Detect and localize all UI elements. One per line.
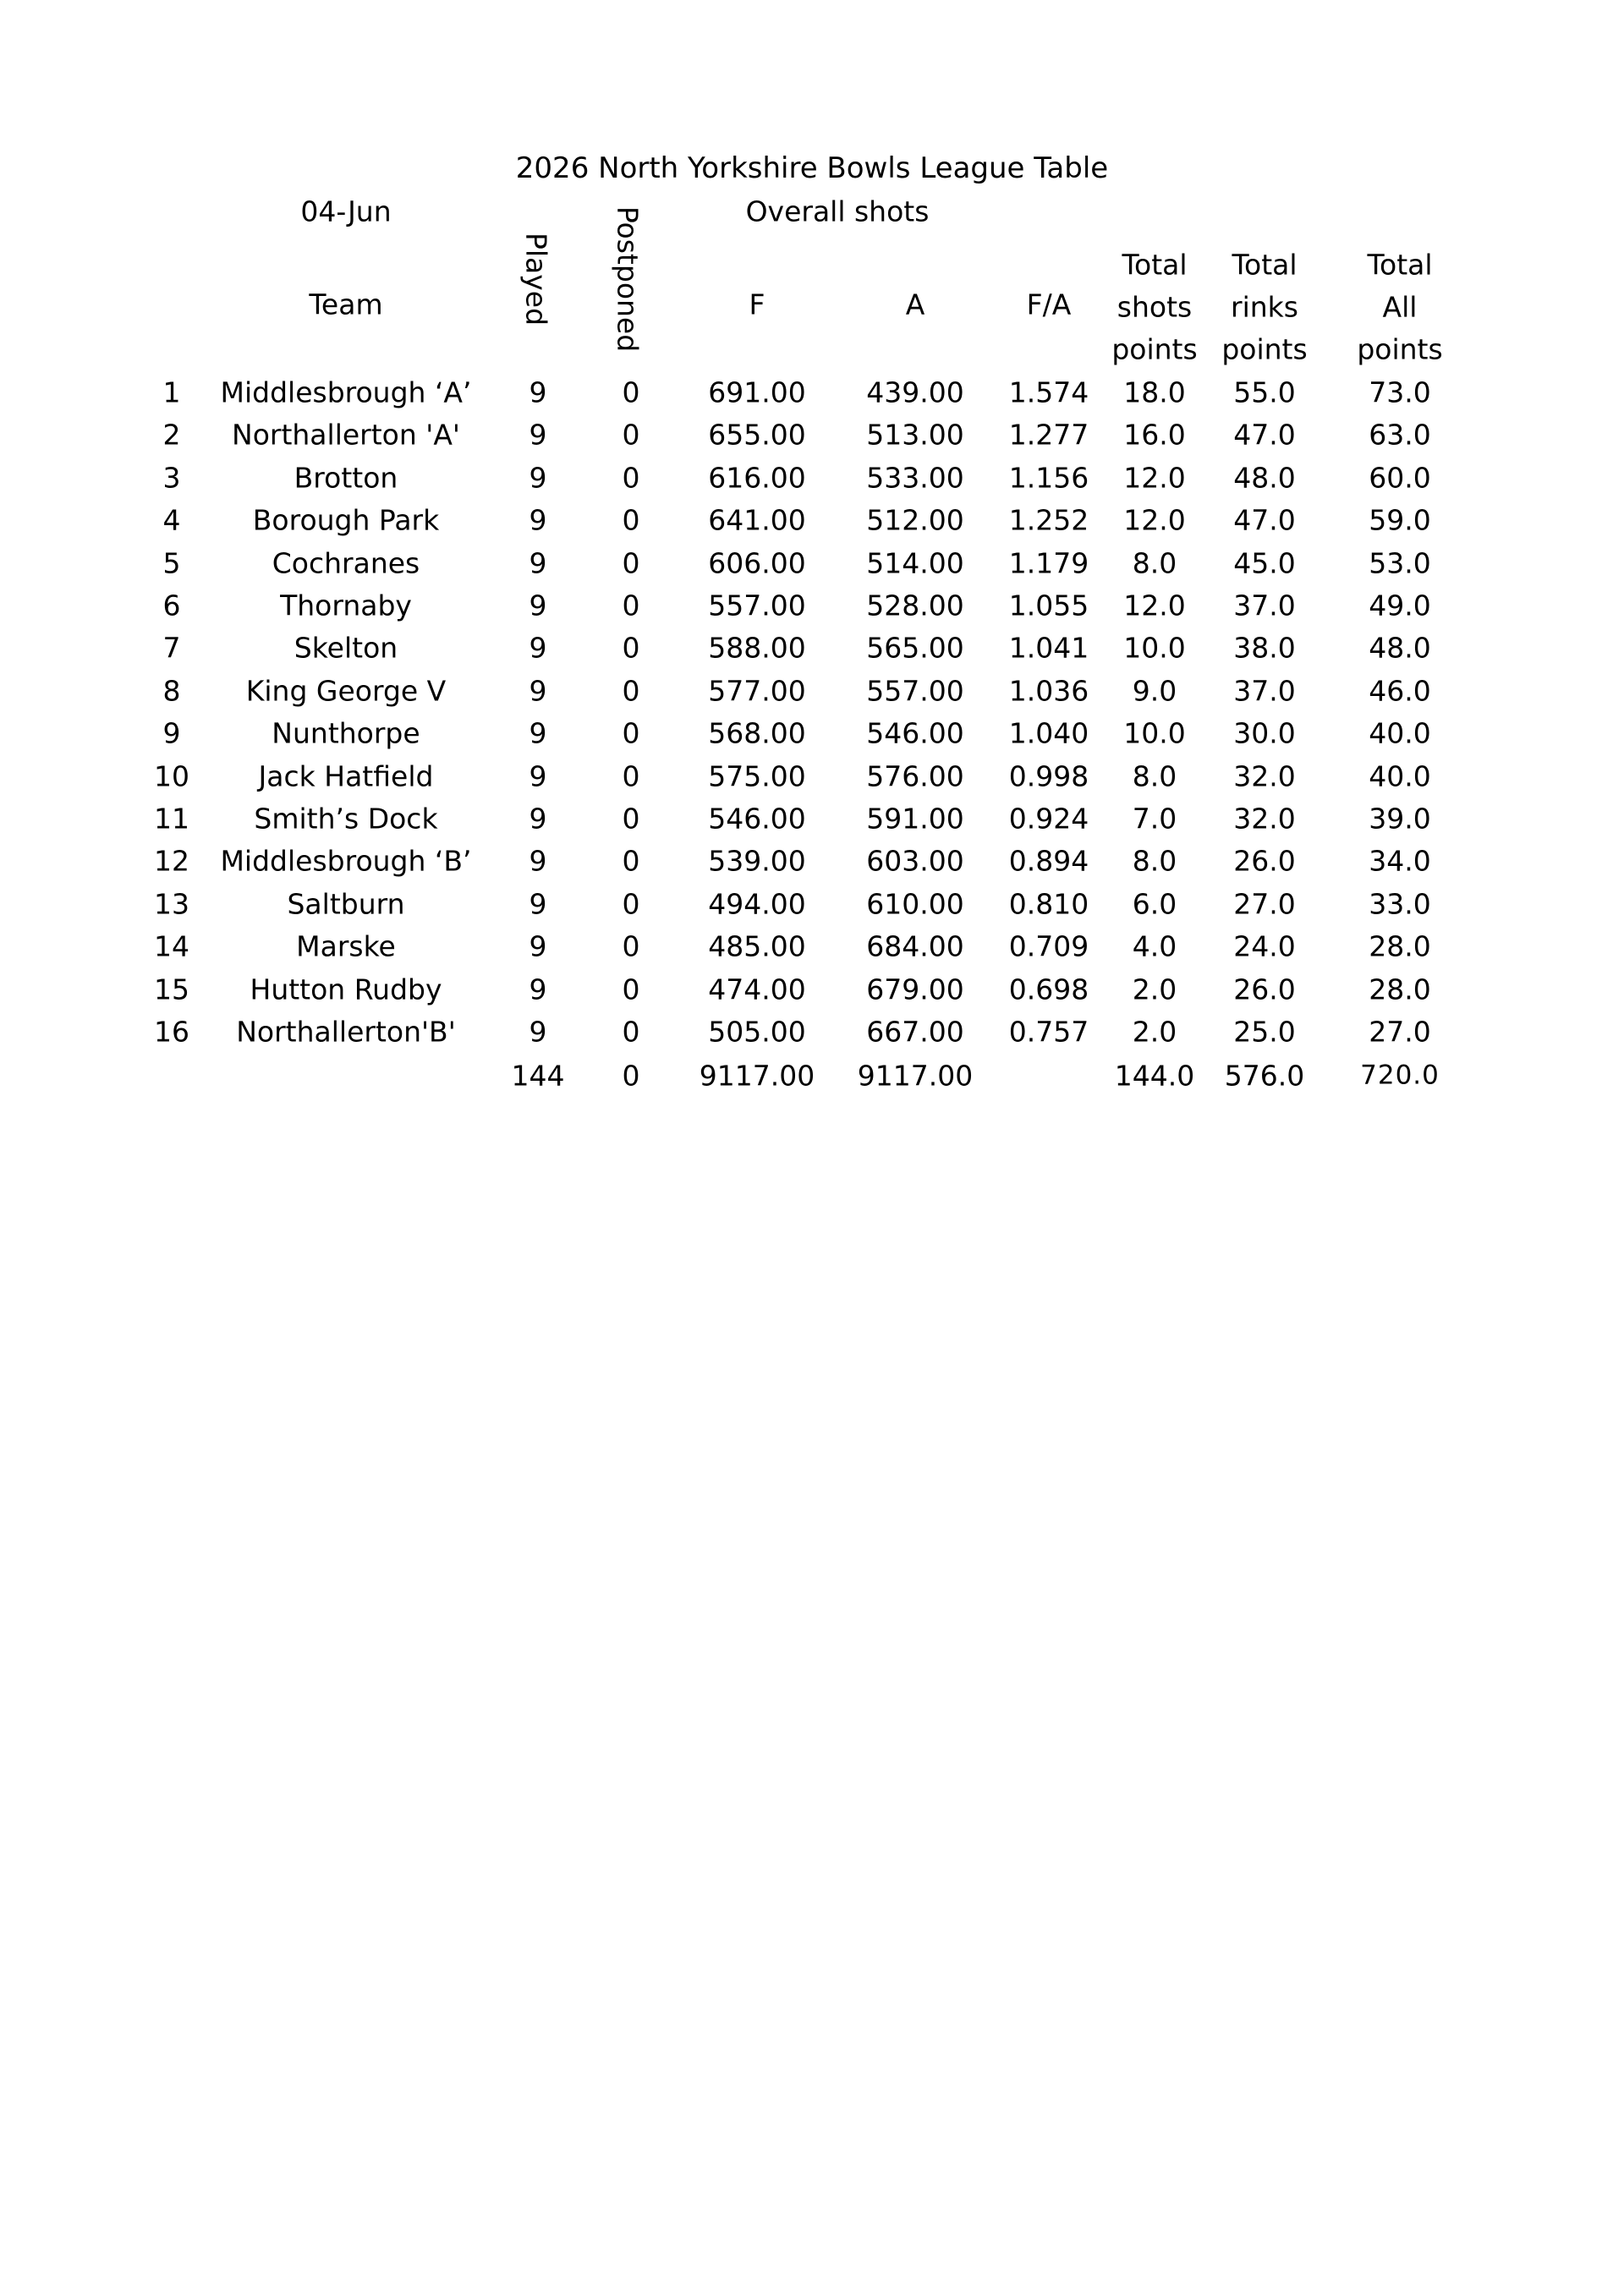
team-cell: Cochranes bbox=[272, 546, 420, 580]
shots-points-cell: 9.0 bbox=[1132, 674, 1177, 708]
against-cell: 576.00 bbox=[866, 759, 964, 793]
postponed-cell: 0 bbox=[622, 503, 640, 537]
ratio-cell: 0.757 bbox=[1008, 1015, 1089, 1049]
played-cell: 9 bbox=[529, 461, 547, 495]
played-cell: 9 bbox=[529, 1015, 547, 1049]
postponed-cell: 0 bbox=[622, 802, 640, 836]
all-points-header-line-1: Total bbox=[1367, 248, 1433, 282]
total-for: 9117.00 bbox=[699, 1059, 815, 1093]
team-cell: Middlesbrough ‘B’ bbox=[220, 844, 472, 878]
postponed-cell: 0 bbox=[622, 461, 640, 495]
all-points-cell: 59.0 bbox=[1369, 503, 1431, 537]
ratio-cell: 0.709 bbox=[1008, 929, 1089, 963]
played-cell: 9 bbox=[529, 546, 547, 580]
position-cell: 10 bbox=[154, 759, 189, 793]
played-cell: 9 bbox=[529, 589, 547, 622]
all-points-cell: 73.0 bbox=[1369, 375, 1431, 409]
for-cell: 539.00 bbox=[708, 844, 806, 878]
postponed-cell: 0 bbox=[622, 375, 640, 409]
overall-shots-header: Overall shots bbox=[745, 195, 930, 228]
postponed-cell: 0 bbox=[622, 631, 640, 665]
for-header: F bbox=[749, 288, 765, 321]
all-points-cell: 40.0 bbox=[1369, 716, 1431, 750]
all-points-cell: 28.0 bbox=[1369, 929, 1431, 963]
team-cell: Borough Park bbox=[252, 503, 440, 537]
ratio-cell: 0.810 bbox=[1008, 887, 1089, 921]
table-date: 04-Jun bbox=[300, 195, 392, 228]
team-cell: Smith’s Dock bbox=[254, 802, 438, 836]
for-cell: 691.00 bbox=[708, 375, 806, 409]
all-points-cell: 49.0 bbox=[1369, 589, 1431, 622]
team-cell: Jack Hatfield bbox=[258, 759, 434, 793]
ratio-cell: 0.998 bbox=[1008, 759, 1089, 793]
total-all-points: 720.0 bbox=[1360, 1060, 1440, 1091]
rinks-points-cell: 48.0 bbox=[1233, 461, 1296, 495]
against-cell: 439.00 bbox=[866, 375, 964, 409]
postponed-cell: 0 bbox=[622, 418, 640, 452]
postponed-cell: 0 bbox=[622, 929, 640, 963]
for-cell: 606.00 bbox=[708, 546, 806, 580]
team-cell: Marske bbox=[296, 929, 396, 963]
against-cell: 533.00 bbox=[866, 461, 964, 495]
postponed-header: Postponed bbox=[611, 205, 645, 353]
ratio-cell: 1.040 bbox=[1008, 716, 1089, 750]
rinks-points-cell: 37.0 bbox=[1233, 589, 1296, 622]
ratio-cell: 1.574 bbox=[1008, 375, 1089, 409]
all-points-header-line-2: All bbox=[1382, 290, 1418, 324]
played-cell: 9 bbox=[529, 973, 547, 1006]
against-cell: 565.00 bbox=[866, 631, 964, 665]
for-cell: 588.00 bbox=[708, 631, 806, 665]
position-cell: 15 bbox=[154, 973, 189, 1006]
team-cell: King George V bbox=[245, 674, 447, 708]
postponed-cell: 0 bbox=[622, 1015, 640, 1049]
ratio-cell: 1.156 bbox=[1008, 461, 1089, 495]
ratio-cell: 1.036 bbox=[1008, 674, 1089, 708]
against-cell: 528.00 bbox=[866, 589, 964, 622]
against-cell: 679.00 bbox=[866, 973, 964, 1006]
shots-points-cell: 16.0 bbox=[1123, 418, 1186, 452]
played-cell: 9 bbox=[529, 418, 547, 452]
shots-points-header-line-1: Total bbox=[1122, 248, 1188, 282]
rinks-points-cell: 24.0 bbox=[1233, 929, 1296, 963]
played-cell: 9 bbox=[529, 375, 547, 409]
rinks-points-header-line-2: rinks bbox=[1231, 290, 1298, 324]
position-cell: 6 bbox=[162, 589, 181, 622]
for-cell: 568.00 bbox=[708, 716, 806, 750]
rinks-points-header-line-1: Total bbox=[1232, 248, 1298, 282]
played-cell: 9 bbox=[529, 716, 547, 750]
all-points-cell: 40.0 bbox=[1369, 759, 1431, 793]
for-cell: 546.00 bbox=[708, 802, 806, 836]
shots-points-header-line-3: points bbox=[1111, 332, 1198, 366]
team-cell: Northallerton'B' bbox=[236, 1015, 456, 1049]
all-points-cell: 34.0 bbox=[1369, 844, 1431, 878]
team-cell: Brotton bbox=[294, 461, 398, 495]
against-cell: 667.00 bbox=[866, 1015, 964, 1049]
for-cell: 616.00 bbox=[708, 461, 806, 495]
shots-points-cell: 4.0 bbox=[1132, 929, 1177, 963]
for-cell: 485.00 bbox=[708, 929, 806, 963]
against-cell: 684.00 bbox=[866, 929, 964, 963]
position-cell: 8 bbox=[162, 674, 181, 708]
total-played: 144 bbox=[511, 1059, 565, 1093]
rinks-points-cell: 25.0 bbox=[1233, 1015, 1296, 1049]
played-header: Played bbox=[519, 232, 553, 326]
rinks-points-cell: 32.0 bbox=[1233, 759, 1296, 793]
total-against: 9117.00 bbox=[857, 1059, 974, 1093]
total-rinks-points: 576.0 bbox=[1224, 1059, 1305, 1093]
position-cell: 3 bbox=[162, 461, 181, 495]
shots-points-cell: 8.0 bbox=[1132, 844, 1177, 878]
total-shots-points: 144.0 bbox=[1114, 1059, 1195, 1093]
played-cell: 9 bbox=[529, 631, 547, 665]
shots-points-cell: 18.0 bbox=[1123, 375, 1186, 409]
for-cell: 577.00 bbox=[708, 674, 806, 708]
ratio-cell: 1.055 bbox=[1008, 589, 1089, 622]
shots-points-cell: 10.0 bbox=[1123, 631, 1186, 665]
position-cell: 5 bbox=[162, 546, 181, 580]
rinks-points-cell: 38.0 bbox=[1233, 631, 1296, 665]
position-cell: 12 bbox=[154, 844, 189, 878]
shots-points-cell: 2.0 bbox=[1132, 973, 1177, 1006]
rinks-points-cell: 55.0 bbox=[1233, 375, 1296, 409]
postponed-cell: 0 bbox=[622, 674, 640, 708]
shots-points-header-line-2: shots bbox=[1116, 290, 1193, 324]
rinks-points-cell: 37.0 bbox=[1233, 674, 1296, 708]
against-cell: 513.00 bbox=[866, 418, 964, 452]
rinks-points-cell: 27.0 bbox=[1233, 887, 1296, 921]
rinks-points-cell: 47.0 bbox=[1233, 418, 1296, 452]
played-cell: 9 bbox=[529, 503, 547, 537]
position-cell: 4 bbox=[162, 503, 181, 537]
all-points-cell: 28.0 bbox=[1369, 973, 1431, 1006]
shots-points-cell: 7.0 bbox=[1132, 802, 1177, 836]
team-cell: Skelton bbox=[294, 631, 398, 665]
position-cell: 14 bbox=[154, 929, 189, 963]
for-cell: 494.00 bbox=[708, 887, 806, 921]
shots-points-cell: 8.0 bbox=[1132, 546, 1177, 580]
shots-points-cell: 6.0 bbox=[1132, 887, 1177, 921]
position-cell: 9 bbox=[162, 716, 181, 750]
team-cell: Northallerton 'A' bbox=[232, 418, 460, 452]
postponed-cell: 0 bbox=[622, 589, 640, 622]
ratio-header: F/A bbox=[1026, 288, 1072, 321]
ratio-cell: 1.041 bbox=[1008, 631, 1089, 665]
against-cell: 557.00 bbox=[866, 674, 964, 708]
played-cell: 9 bbox=[529, 759, 547, 793]
team-cell: Saltburn bbox=[287, 887, 405, 921]
against-cell: 591.00 bbox=[866, 802, 964, 836]
ratio-cell: 1.277 bbox=[1008, 418, 1089, 452]
all-points-cell: 60.0 bbox=[1369, 461, 1431, 495]
shots-points-cell: 10.0 bbox=[1123, 716, 1186, 750]
for-cell: 655.00 bbox=[708, 418, 806, 452]
rinks-points-cell: 45.0 bbox=[1233, 546, 1296, 580]
team-cell: Nunthorpe bbox=[272, 716, 420, 750]
postponed-cell: 0 bbox=[622, 973, 640, 1006]
against-cell: 546.00 bbox=[866, 716, 964, 750]
ratio-cell: 0.698 bbox=[1008, 973, 1089, 1006]
played-cell: 9 bbox=[529, 844, 547, 878]
team-header: Team bbox=[309, 288, 383, 321]
against-header: A bbox=[905, 288, 925, 321]
postponed-cell: 0 bbox=[622, 887, 640, 921]
all-points-cell: 27.0 bbox=[1369, 1015, 1431, 1049]
position-cell: 1 bbox=[162, 375, 181, 409]
rinks-points-cell: 32.0 bbox=[1233, 802, 1296, 836]
postponed-cell: 0 bbox=[622, 716, 640, 750]
total-postponed: 0 bbox=[622, 1059, 640, 1093]
ratio-cell: 0.924 bbox=[1008, 802, 1089, 836]
for-cell: 575.00 bbox=[708, 759, 806, 793]
played-cell: 9 bbox=[529, 929, 547, 963]
for-cell: 505.00 bbox=[708, 1015, 806, 1049]
for-cell: 557.00 bbox=[708, 589, 806, 622]
all-points-cell: 63.0 bbox=[1369, 418, 1431, 452]
for-cell: 474.00 bbox=[708, 973, 806, 1006]
for-cell: 641.00 bbox=[708, 503, 806, 537]
all-points-cell: 46.0 bbox=[1369, 674, 1431, 708]
rinks-points-cell: 26.0 bbox=[1233, 973, 1296, 1006]
all-points-cell: 48.0 bbox=[1369, 631, 1431, 665]
rinks-points-cell: 30.0 bbox=[1233, 716, 1296, 750]
ratio-cell: 1.252 bbox=[1008, 503, 1089, 537]
position-cell: 11 bbox=[154, 802, 189, 836]
played-cell: 9 bbox=[529, 674, 547, 708]
shots-points-cell: 12.0 bbox=[1123, 589, 1186, 622]
all-points-cell: 53.0 bbox=[1369, 546, 1431, 580]
position-cell: 2 bbox=[162, 418, 181, 452]
shots-points-cell: 12.0 bbox=[1123, 461, 1186, 495]
position-cell: 16 bbox=[154, 1015, 189, 1049]
against-cell: 603.00 bbox=[866, 844, 964, 878]
all-points-header-line-3: points bbox=[1357, 332, 1443, 366]
page-title: 2026 North Yorkshire Bowls League Table bbox=[515, 151, 1109, 185]
position-cell: 7 bbox=[162, 631, 181, 665]
position-cell: 13 bbox=[154, 887, 189, 921]
shots-points-cell: 12.0 bbox=[1123, 503, 1186, 537]
postponed-cell: 0 bbox=[622, 759, 640, 793]
shots-points-cell: 2.0 bbox=[1132, 1015, 1177, 1049]
played-cell: 9 bbox=[529, 802, 547, 836]
all-points-cell: 39.0 bbox=[1369, 802, 1431, 836]
played-cell: 9 bbox=[529, 887, 547, 921]
shots-points-cell: 8.0 bbox=[1132, 759, 1177, 793]
ratio-cell: 0.894 bbox=[1008, 844, 1089, 878]
against-cell: 512.00 bbox=[866, 503, 964, 537]
rinks-points-cell: 26.0 bbox=[1233, 844, 1296, 878]
all-points-cell: 33.0 bbox=[1369, 887, 1431, 921]
team-cell: Hutton Rudby bbox=[250, 973, 442, 1006]
team-cell: Thornaby bbox=[280, 589, 412, 622]
team-cell: Middlesbrough ‘A’ bbox=[220, 375, 472, 409]
rinks-points-header-line-3: points bbox=[1221, 332, 1308, 366]
rinks-points-cell: 47.0 bbox=[1233, 503, 1296, 537]
postponed-cell: 0 bbox=[622, 844, 640, 878]
postponed-cell: 0 bbox=[622, 546, 640, 580]
against-cell: 514.00 bbox=[866, 546, 964, 580]
against-cell: 610.00 bbox=[866, 887, 964, 921]
ratio-cell: 1.179 bbox=[1008, 546, 1089, 580]
